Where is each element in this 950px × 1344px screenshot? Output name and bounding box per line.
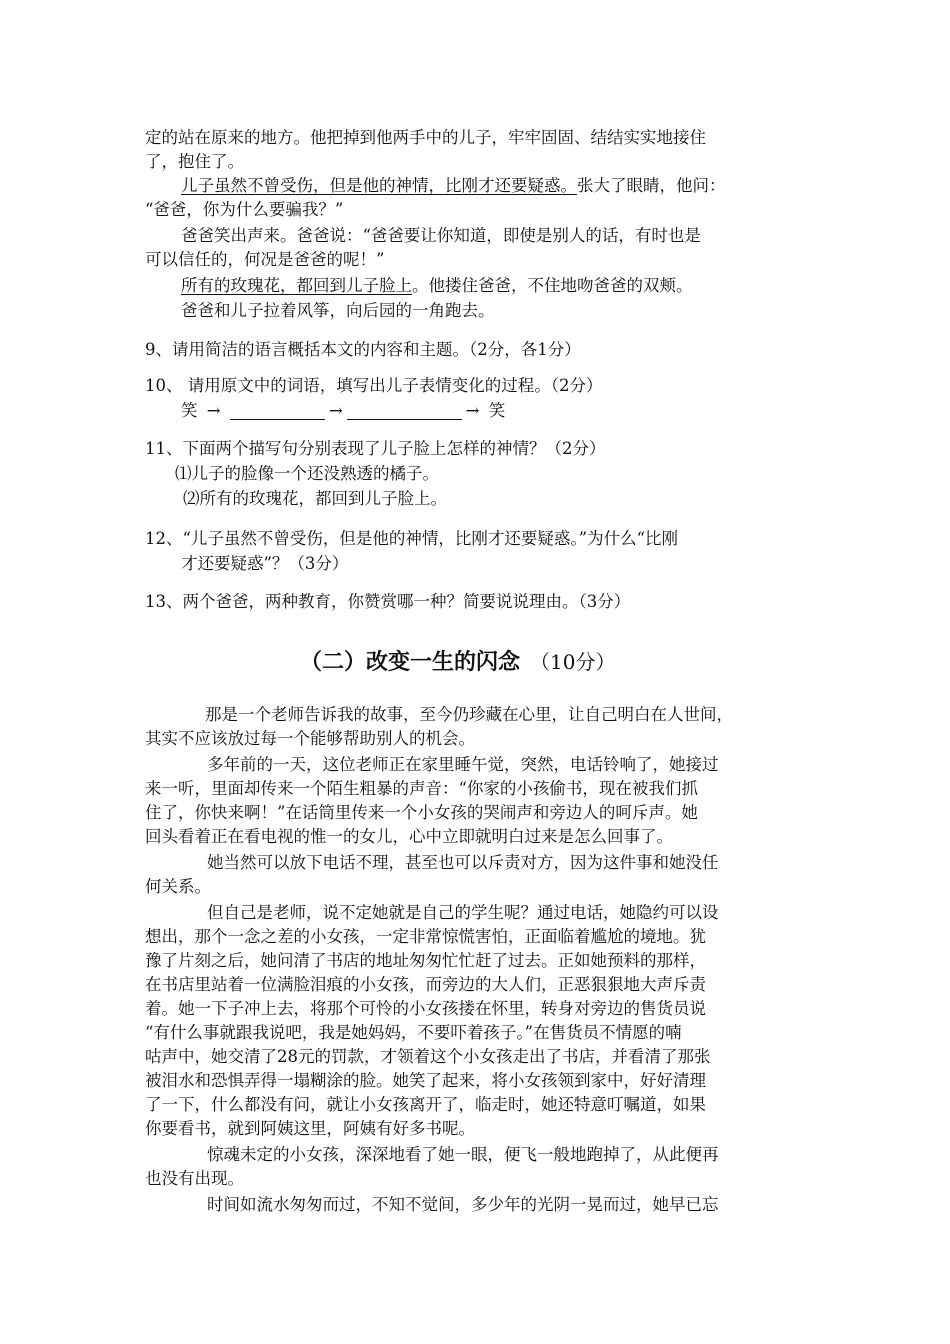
passage2-line-9: 但自己是老师，说不定她就是自己的学生呢？通过电话，她隐约可以设 [207, 903, 719, 922]
question-12-line-1: 12、“儿子虽然不曾受伤，但是他的神情，比刚才还要疑惑。”为什么“比刚 [145, 529, 679, 548]
passage1-line-8: 爸爸和儿子拉着风筝，向后园的一角跑去。 [181, 301, 495, 320]
passage2-line-15: 咕声中，她交清了28元的罚款，才领着这个小女孩走出了书店，并看清了那张 [145, 1047, 711, 1066]
passage2-line-7: 她当然可以放下电话不理，甚至也可以斥责对方，因为这件事和她没任 [207, 853, 719, 872]
question-11-b: ⑵所有的玫瑰花，都回到儿子脸上。 [183, 489, 447, 508]
passage1-line-4: “爸爸，你为什么要骗我？” [145, 200, 344, 219]
passage2-line-5: 住了，你快来啊！”在话筒里传来一个小女孩的哭闹声和旁边人的呵斥声。她 [145, 803, 698, 822]
chain-start: 笑 [181, 401, 198, 420]
section-2-title: （二）改变一生的闪念 （10分） [300, 649, 616, 675]
passage2-line-4: 来一听，里面却传来一个陌生粗暴的声音：“你家的小孩偷书，现在被我们抓 [145, 779, 698, 798]
arrow-icon: → [328, 401, 343, 420]
section-2-points: （10分） [530, 650, 616, 674]
question-12-line-2: 才还要疑惑”？（3分） [181, 554, 349, 573]
passage2-line-10: 想出，那个一念之差的小女孩，一定非常惊慌害怕，正面临着尴尬的境地。犹 [145, 927, 706, 946]
question-10: 10、 请用原文中的词语，填写出儿子表情变化的过程。（2分） [145, 376, 603, 395]
passage2-line-1: 那是一个老师告诉我的故事，至今仍珍藏在心里，让自己明白在人世间， [205, 705, 733, 724]
passage2-line-3: 多年前的一天，这位老师正在家里睡午觉，突然，电话铃响了，她接过 [207, 755, 719, 774]
question-13: 13、两个爸爸，两种教育，你赞赏哪一种？简要说说理由。（3分） [145, 592, 631, 611]
passage2-line-6: 回头看着正在看电视的惟一的女儿，心中立即就明白过来是怎么回事了。 [145, 827, 673, 846]
passage1-line-7: 所有的玫瑰花，都回到儿子脸上。他搂住爸爸，不住地吻爸爸的双颊。 [181, 276, 693, 295]
passage2-line-8: 何关系。 [145, 877, 211, 896]
chain-end: 笑 [488, 401, 506, 420]
passage2-line-13: 着。她一下子冲上去，将那个可怜的小女孩搂在怀里，转身对旁边的售货员说 [145, 999, 706, 1018]
passage2-line-18: 你要看书，就到阿姨这里，阿姨有好多书呢。 [145, 1119, 475, 1138]
answer-blank-2[interactable] [347, 401, 462, 420]
underlined-sentence-1: 儿子虽然不曾受伤，但是他的神情，比刚才还要疑惑。 [181, 176, 577, 195]
underlined-sentence-2: 所有的玫瑰花，都回到儿子脸上 [181, 276, 412, 295]
passage1-line-5: 爸爸笑出声来。爸爸说：“爸爸要让你知道，即使是别人的话，有时也是 [181, 226, 701, 245]
passage2-line-14: “有什么事就跟我说吧，我是她妈妈，不要吓着孩子。”在售货员不情愿的喃 [145, 1023, 682, 1042]
passage2-line-20: 也没有出现。 [145, 1169, 244, 1188]
passage2-line-19: 惊魂未定的小女孩，深深地看了她一眼，便飞一般地跑掉了，从此便再 [207, 1145, 719, 1164]
passage2-line-21: 时间如流水匆匆而过，不知不觉间，多少年的光阴一晃而过，她早已忘 [207, 1195, 719, 1214]
question-11: 11、下面两个描写句分别表现了儿子脸上怎样的神情？（2分） [145, 439, 606, 458]
passage1-line-1: 定的站在原来的地方。他把掉到他两手中的儿子，牢牢固固、结结实实地接住 [145, 128, 706, 147]
arrow-icon: → [465, 401, 480, 420]
passage1-line-3: 儿子虽然不曾受伤，但是他的神情，比刚才还要疑惑。张大了眼睛，他问： [181, 176, 726, 195]
question-10-chain [181, 399, 505, 423]
question-9: 9、请用简洁的语言概括本文的内容和主题。（2分，各1分） [145, 340, 581, 359]
passage2-line-17: 了一下，什么都没有问，就让小女孩离开了，临走时，她还特意叮嘱道，如果 [145, 1095, 706, 1114]
arrow-icon: → [206, 401, 221, 420]
passage2-line-11: 豫了片刻之后，她问清了书店的地址匆匆忙忙赶了过去。正如她预料的那样， [145, 951, 706, 970]
question-11-a: ⑴儿子的脸像一个还没熟透的橘子。 [175, 464, 439, 483]
passage1-line-2: 了，抱住了。 [145, 152, 244, 171]
passage1-line-6: 可以信任的，何况是爸爸的呢！” [145, 250, 385, 269]
passage2-line-2: 其实不应该放过每一个能够帮助别人的机会。 [145, 729, 475, 748]
answer-blank-1[interactable] [230, 401, 325, 420]
passage2-line-12: 在书店里站着一位满脸泪痕的小女孩，而旁边的大人们，正恶狠狠地大声斥责 [145, 975, 706, 994]
passage2-line-16: 被泪水和恐惧弄得一塌糊涂的脸。她笑了起来，将小女孩领到家中，好好清理 [145, 1071, 706, 1090]
